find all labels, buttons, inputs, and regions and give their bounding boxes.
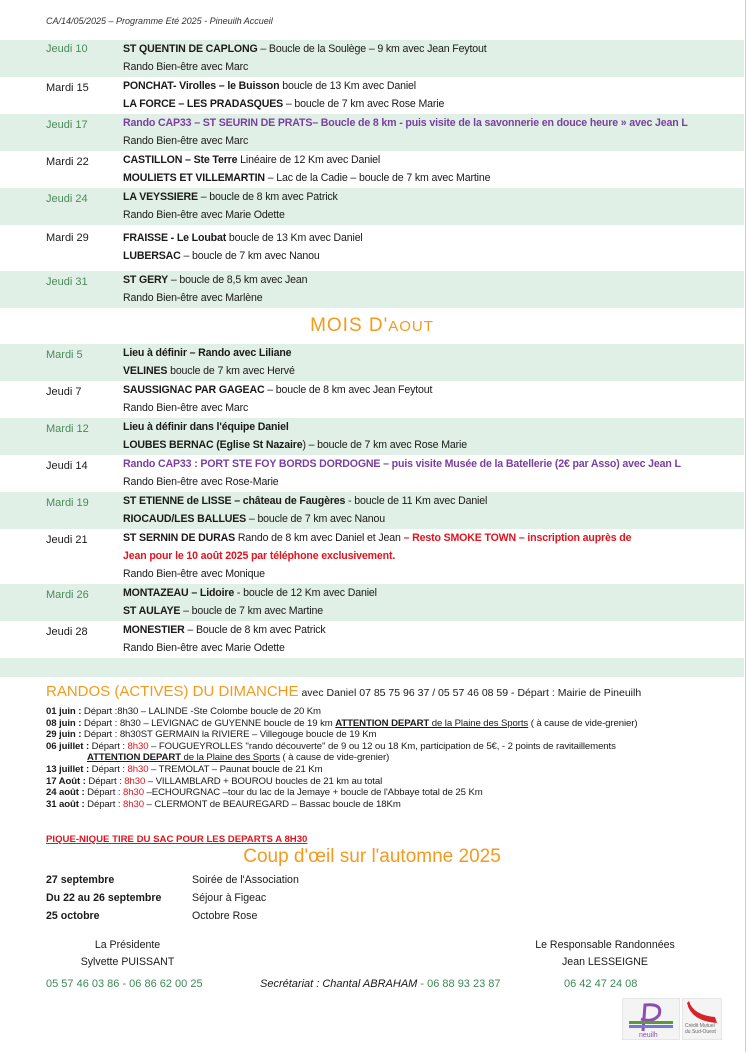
activity-line [123, 492, 744, 510]
president-phone: 05 57 46 03 86 - 06 86 62 00 25 [46, 978, 203, 990]
activity-line [123, 206, 744, 224]
line-segment: Jean pour le 10 août 2025 par téléphone exclusivement. [123, 550, 396, 562]
line-segment: boucle de 7 km avec Hervé [167, 365, 295, 377]
activity-line [123, 188, 744, 206]
activity-line [123, 621, 744, 639]
programme-row [0, 188, 744, 225]
secretariat-separator: - [417, 978, 428, 990]
line-segment: de la Plaine des Sports [429, 717, 529, 729]
responsable-role: Le Responsable Randonnées [535, 939, 675, 951]
line-segment: PONCHAT- Virolles – le Buisson [123, 80, 280, 92]
secretariat-line [260, 978, 501, 990]
row-lines [123, 529, 744, 583]
automne-item [46, 871, 299, 889]
line-segment: Rando Bien-être avec Marc [123, 61, 249, 73]
line-segment: ATTENTION DEPART [335, 717, 430, 729]
activity-line [123, 169, 744, 187]
juillet-section [0, 40, 744, 308]
line-segment: 8h30 [124, 775, 146, 787]
activity-line [123, 95, 744, 113]
line-segment: 8h30 [123, 798, 144, 810]
row-lines [123, 381, 744, 417]
automne-label: Séjour à Figeac [192, 892, 267, 904]
pique-nique-note: PIQUE-NIQUE TIRE DU SAC POUR LES DEPARTS A 8H30 [46, 834, 308, 845]
row-day: Jeudi 21 [46, 534, 88, 546]
line-segment: ST QUENTIN DE CAPLONG [123, 43, 258, 55]
mois-aout-title [0, 308, 744, 344]
activity-line [123, 77, 744, 95]
line-segment: Départ : [84, 798, 124, 810]
activity-line [123, 584, 744, 602]
line-segment: LA FORCE – LES PRADASQUES [123, 98, 284, 110]
responsable-name: Jean LESSEIGNE [562, 956, 648, 968]
line-segment: 8h30 [123, 787, 144, 799]
line-segment: Rando Bien-être avec Marlène [123, 292, 263, 304]
line-segment: Départ :8h30 – LALINDE -Ste Colombe boucle de 20 Km [81, 706, 321, 717]
line-segment: 08 juin : [46, 717, 82, 729]
line-segment: – Lac de la Cadie – boucle de 7 km avec Martine [264, 172, 491, 184]
row-day: Mardi 29 [46, 232, 89, 244]
responsable-signature [515, 937, 695, 971]
line-segment: LOUBES BERNAC (Eglise St Nazaire [123, 439, 303, 451]
line-segment: boucle de 13 Km avec Daniel [279, 80, 416, 92]
line-segment: – TREMOLAT – Paunat boucle de 21 Km [148, 763, 323, 775]
programme-row [0, 40, 744, 77]
activity-line [123, 289, 744, 307]
programme-row [0, 77, 744, 114]
line-segment: ) – boucle de 7 km avec Rose Marie [302, 439, 467, 451]
line-segment: ST ETIENNE de LISSE – château de Faugères [123, 495, 346, 507]
row-day: Mardi 5 [46, 349, 83, 361]
line-segment: MOULIETS ET VILLEMARTIN [123, 172, 265, 184]
row-lines [123, 114, 744, 150]
line-segment: LUBERSAC [123, 250, 181, 262]
line-segment: – boucle de 7 km avec Rose Marie [283, 98, 445, 110]
line-segment: VELINES [123, 365, 168, 377]
row-day: Mardi 12 [46, 423, 89, 435]
programme-row [0, 381, 744, 418]
row-day: Jeudi 10 [46, 43, 88, 55]
row-day: Mardi 26 [46, 589, 89, 601]
line-segment: ST GERY [123, 274, 169, 286]
line-segment: Départ : [85, 775, 125, 787]
mois-title-main: MOIS D' [310, 315, 389, 336]
dimanche-section [46, 683, 736, 810]
dimanche-line [46, 729, 736, 741]
line-segment: – boucle de 7 km avec Nanou [180, 250, 320, 262]
row-lines [123, 229, 744, 265]
activity-line [123, 547, 744, 565]
credit-mutuel-logo-text: Crédit Mutuel du Sud-Ouest [685, 1023, 716, 1035]
row-day: Jeudi 7 [46, 386, 82, 398]
activity-line [123, 399, 744, 417]
line-segment: Rando CAP33 : PORT STE FOY BORDS DORDOGNE – puis visite Musée de la Batellerie (2€ par Asso) avec Jean L [123, 458, 681, 470]
line-segment: LA VEYSSIERE [123, 191, 198, 203]
row-day: Jeudi 24 [46, 193, 88, 205]
activity-line [123, 271, 744, 289]
activity-line [123, 418, 744, 436]
line-segment: ( à cause de vide-grenier) [279, 752, 390, 764]
programme-row [0, 151, 744, 188]
president-role: La Présidente [94, 939, 161, 951]
responsable-phone: 06 42 47 24 08 [564, 978, 638, 990]
activity-line [123, 40, 744, 58]
line-segment: 29 juin : [46, 729, 82, 741]
activity-line [123, 602, 744, 620]
line-segment: – boucle de 8 km avec Patrick [197, 191, 338, 203]
dimanche-line [46, 787, 736, 799]
activity-line [123, 510, 744, 528]
line-segment: boucle de 13 Km avec Daniel [226, 232, 363, 244]
line-segment: ( à cause de vide-grenier) [528, 717, 638, 729]
automne-date: Du 22 au 26 septembre [46, 892, 162, 904]
line-segment: 8h30 [127, 740, 149, 752]
programme-row [0, 492, 744, 529]
line-segment: Rando Bien-être avec Marie Odette [123, 642, 285, 654]
row-lines [123, 584, 744, 620]
dimanche-line [46, 776, 736, 788]
line-segment: de la Plaine des Sports [180, 752, 280, 764]
activity-line [123, 114, 744, 132]
line-segment: FRAISSE - Le Loubat [123, 232, 227, 244]
automne-label: Octobre Rose [192, 910, 258, 922]
row-day: Jeudi 14 [46, 460, 88, 472]
dimanche-subtitle: avec Daniel 07 85 75 96 37 / 05 57 46 08 59 - Départ : Mairie de Pineuilh [298, 687, 642, 699]
automne-date: 27 septembre [46, 874, 115, 886]
dimanche-list [46, 706, 736, 810]
programme-row [0, 621, 744, 658]
line-segment: Rando Bien-être avec Monique [123, 568, 265, 580]
activity-line [123, 381, 744, 399]
document-header: CA/14/05/2025 – Programme Eté 2025 - Pineuilh Accueil [46, 16, 273, 26]
programme-row [0, 225, 744, 271]
line-segment: – FOUGUEYROLLES ''rando découverte'' de 9 ou 12 ou 18 Km, participation de 5€, - 2 points de ravitaillements [148, 740, 616, 752]
credit-mutuel-logo [682, 998, 722, 1040]
line-segment: - boucle de 11 Km avec Daniel [345, 495, 488, 507]
dimanche-line [46, 764, 736, 776]
row-lines [123, 271, 744, 307]
line-segment: – boucle de 7 km avec Nanou [246, 513, 386, 525]
separator-band [0, 658, 744, 677]
programme-row [0, 418, 744, 455]
line-segment: Lieu à définir dans l'équipe Daniel [123, 421, 289, 433]
programme-row [0, 114, 744, 151]
programme-row [0, 529, 744, 584]
row-day: Jeudi 28 [46, 626, 88, 638]
programme-row [0, 455, 744, 492]
line-segment: MONESTIER [123, 624, 185, 636]
line-segment: – Boucle de la Soulège – 9 km avec Jean Feytout [257, 43, 487, 55]
activity-line [123, 436, 744, 454]
line-segment: ATTENTION DEPART [87, 752, 181, 764]
pineuilh-logo [622, 998, 680, 1040]
row-lines [123, 77, 744, 113]
secretariat-label: Secrétariat : Chantal ABRAHAM [260, 978, 418, 990]
secretariat-phone: 06 88 93 23 87 [427, 978, 501, 990]
president-name: Sylvette PUISSANT [80, 956, 175, 968]
line-segment: 8h30 [127, 763, 149, 775]
programme-table [0, 40, 744, 677]
line-segment: CASTILLON – Ste Terre [123, 154, 238, 166]
programme-row [0, 344, 744, 381]
line-segment: ST SERNIN DE DURAS [123, 532, 236, 544]
row-day: Mardi 15 [46, 82, 89, 94]
line-segment: RIOCAUD/LES BALLUES [123, 513, 247, 525]
row-day: Jeudi 17 [46, 119, 88, 131]
dimanche-line [46, 752, 736, 764]
row-lines [123, 188, 744, 224]
line-segment: Linéaire de 12 Km avec Daniel [237, 154, 381, 166]
line-segment: – boucle de 8,5 km avec Jean [168, 274, 308, 286]
line-segment: Départ : 8h30ST GERMAIN la RIVIERE – Villegouge boucle de 19 Km [81, 729, 377, 741]
mois-title-small: AOUT [388, 318, 434, 335]
dimanche-line [46, 741, 736, 753]
activity-line [123, 132, 744, 150]
activity-line [123, 529, 744, 547]
activity-line [123, 151, 744, 169]
line-segment: Lieu à définir – Rando avec Liliane [123, 347, 292, 359]
line-segment: 13 juillet : [46, 763, 90, 775]
line-segment: Départ : [84, 787, 124, 799]
activity-line [123, 344, 744, 362]
activity-line [123, 247, 744, 265]
line-segment: 31 août : [46, 798, 85, 810]
line-segment: – CLERMONT de BEAUREGARD – Bassac boucle de 18Km [143, 798, 401, 810]
automne-list [46, 871, 299, 925]
dimanche-line [46, 799, 736, 811]
dimanche-line [46, 706, 736, 718]
line-segment: – VILLAMBLARD + BOUROU boucles de 21 km au total [145, 775, 383, 787]
line-segment: Départ : 8h30 – LEVIGNAC de GUYENNE boucle de 19 km [81, 717, 336, 729]
programme-row [0, 271, 744, 308]
row-lines [123, 455, 744, 491]
row-lines [123, 492, 744, 528]
dimanche-line [46, 718, 736, 730]
row-lines [123, 40, 744, 76]
row-day: Jeudi 31 [46, 276, 88, 288]
row-day: Mardi 22 [46, 156, 89, 168]
activity-line [123, 58, 744, 76]
line-segment: Rando de 8 km avec Daniel et Jean [235, 532, 404, 544]
programme-row [0, 584, 744, 621]
line-segment: 24 août : [46, 787, 85, 799]
activity-line [123, 565, 744, 583]
line-segment: SAUSSIGNAC PAR GAGEAC [123, 384, 265, 396]
line-segment: – boucle de 7 km avec Martine [180, 605, 324, 617]
line-segment: 17 Août : [46, 775, 86, 787]
line-segment: - boucle de 12 Km avec Daniel [234, 587, 377, 599]
dimanche-title [46, 683, 736, 700]
activity-line [123, 362, 744, 380]
activity-line [123, 229, 744, 247]
automne-date: 25 octobre [46, 910, 100, 922]
line-segment: Rando Bien-être avec Marc [123, 402, 249, 414]
line-segment: Rando Bien-être avec Marie Odette [123, 209, 285, 221]
line-segment: 06 juillet : [46, 740, 90, 752]
president-signature [60, 937, 195, 971]
line-segment: Rando Bien-être avec Marc [123, 135, 249, 147]
line-segment: 01 juin : [46, 706, 82, 717]
aout-section [0, 344, 744, 658]
row-lines [123, 418, 744, 454]
line-segment: Départ : [89, 763, 128, 775]
row-day: Mardi 19 [46, 497, 89, 509]
line-segment: ST AULAYE [123, 605, 181, 617]
line-segment: –ECHOURGNAC –tour du lac de la Jemaye + boucle de l'Abbaye total de 25 Km [143, 787, 483, 799]
dimanche-heading: RANDOS (ACTIVES) DU DIMANCHE [46, 683, 299, 700]
line-segment: – boucle de 8 km avec Jean Feytout [264, 384, 433, 396]
activity-line [123, 639, 744, 657]
line-segment: Rando Bien-être avec Rose-Marie [123, 476, 279, 488]
line-segment: MONTAZEAU – Lidoire [123, 587, 235, 599]
line-segment: Rando CAP33 – ST SEURIN DE PRATS– Boucle de 8 km - puis visite de la savonnerie en douce heure » avec Jean L [123, 117, 688, 129]
activity-line [123, 473, 744, 491]
automne-item [46, 889, 299, 907]
automne-item [46, 907, 299, 925]
line-segment: Départ : [89, 740, 128, 752]
svg-text:neuilh: neuilh [639, 1032, 658, 1039]
line-segment: – Boucle de 8 km avec Patrick [184, 624, 326, 636]
row-lines [123, 151, 744, 187]
activity-line [123, 455, 744, 473]
row-lines [123, 344, 744, 380]
automne-title: Coup d'œil sur l'automne 2025 [243, 846, 501, 867]
automne-label: Soirée de l'Association [192, 874, 299, 886]
row-lines [123, 621, 744, 657]
line-segment: – Resto SMOKE TOWN – inscription auprès de [403, 532, 632, 544]
